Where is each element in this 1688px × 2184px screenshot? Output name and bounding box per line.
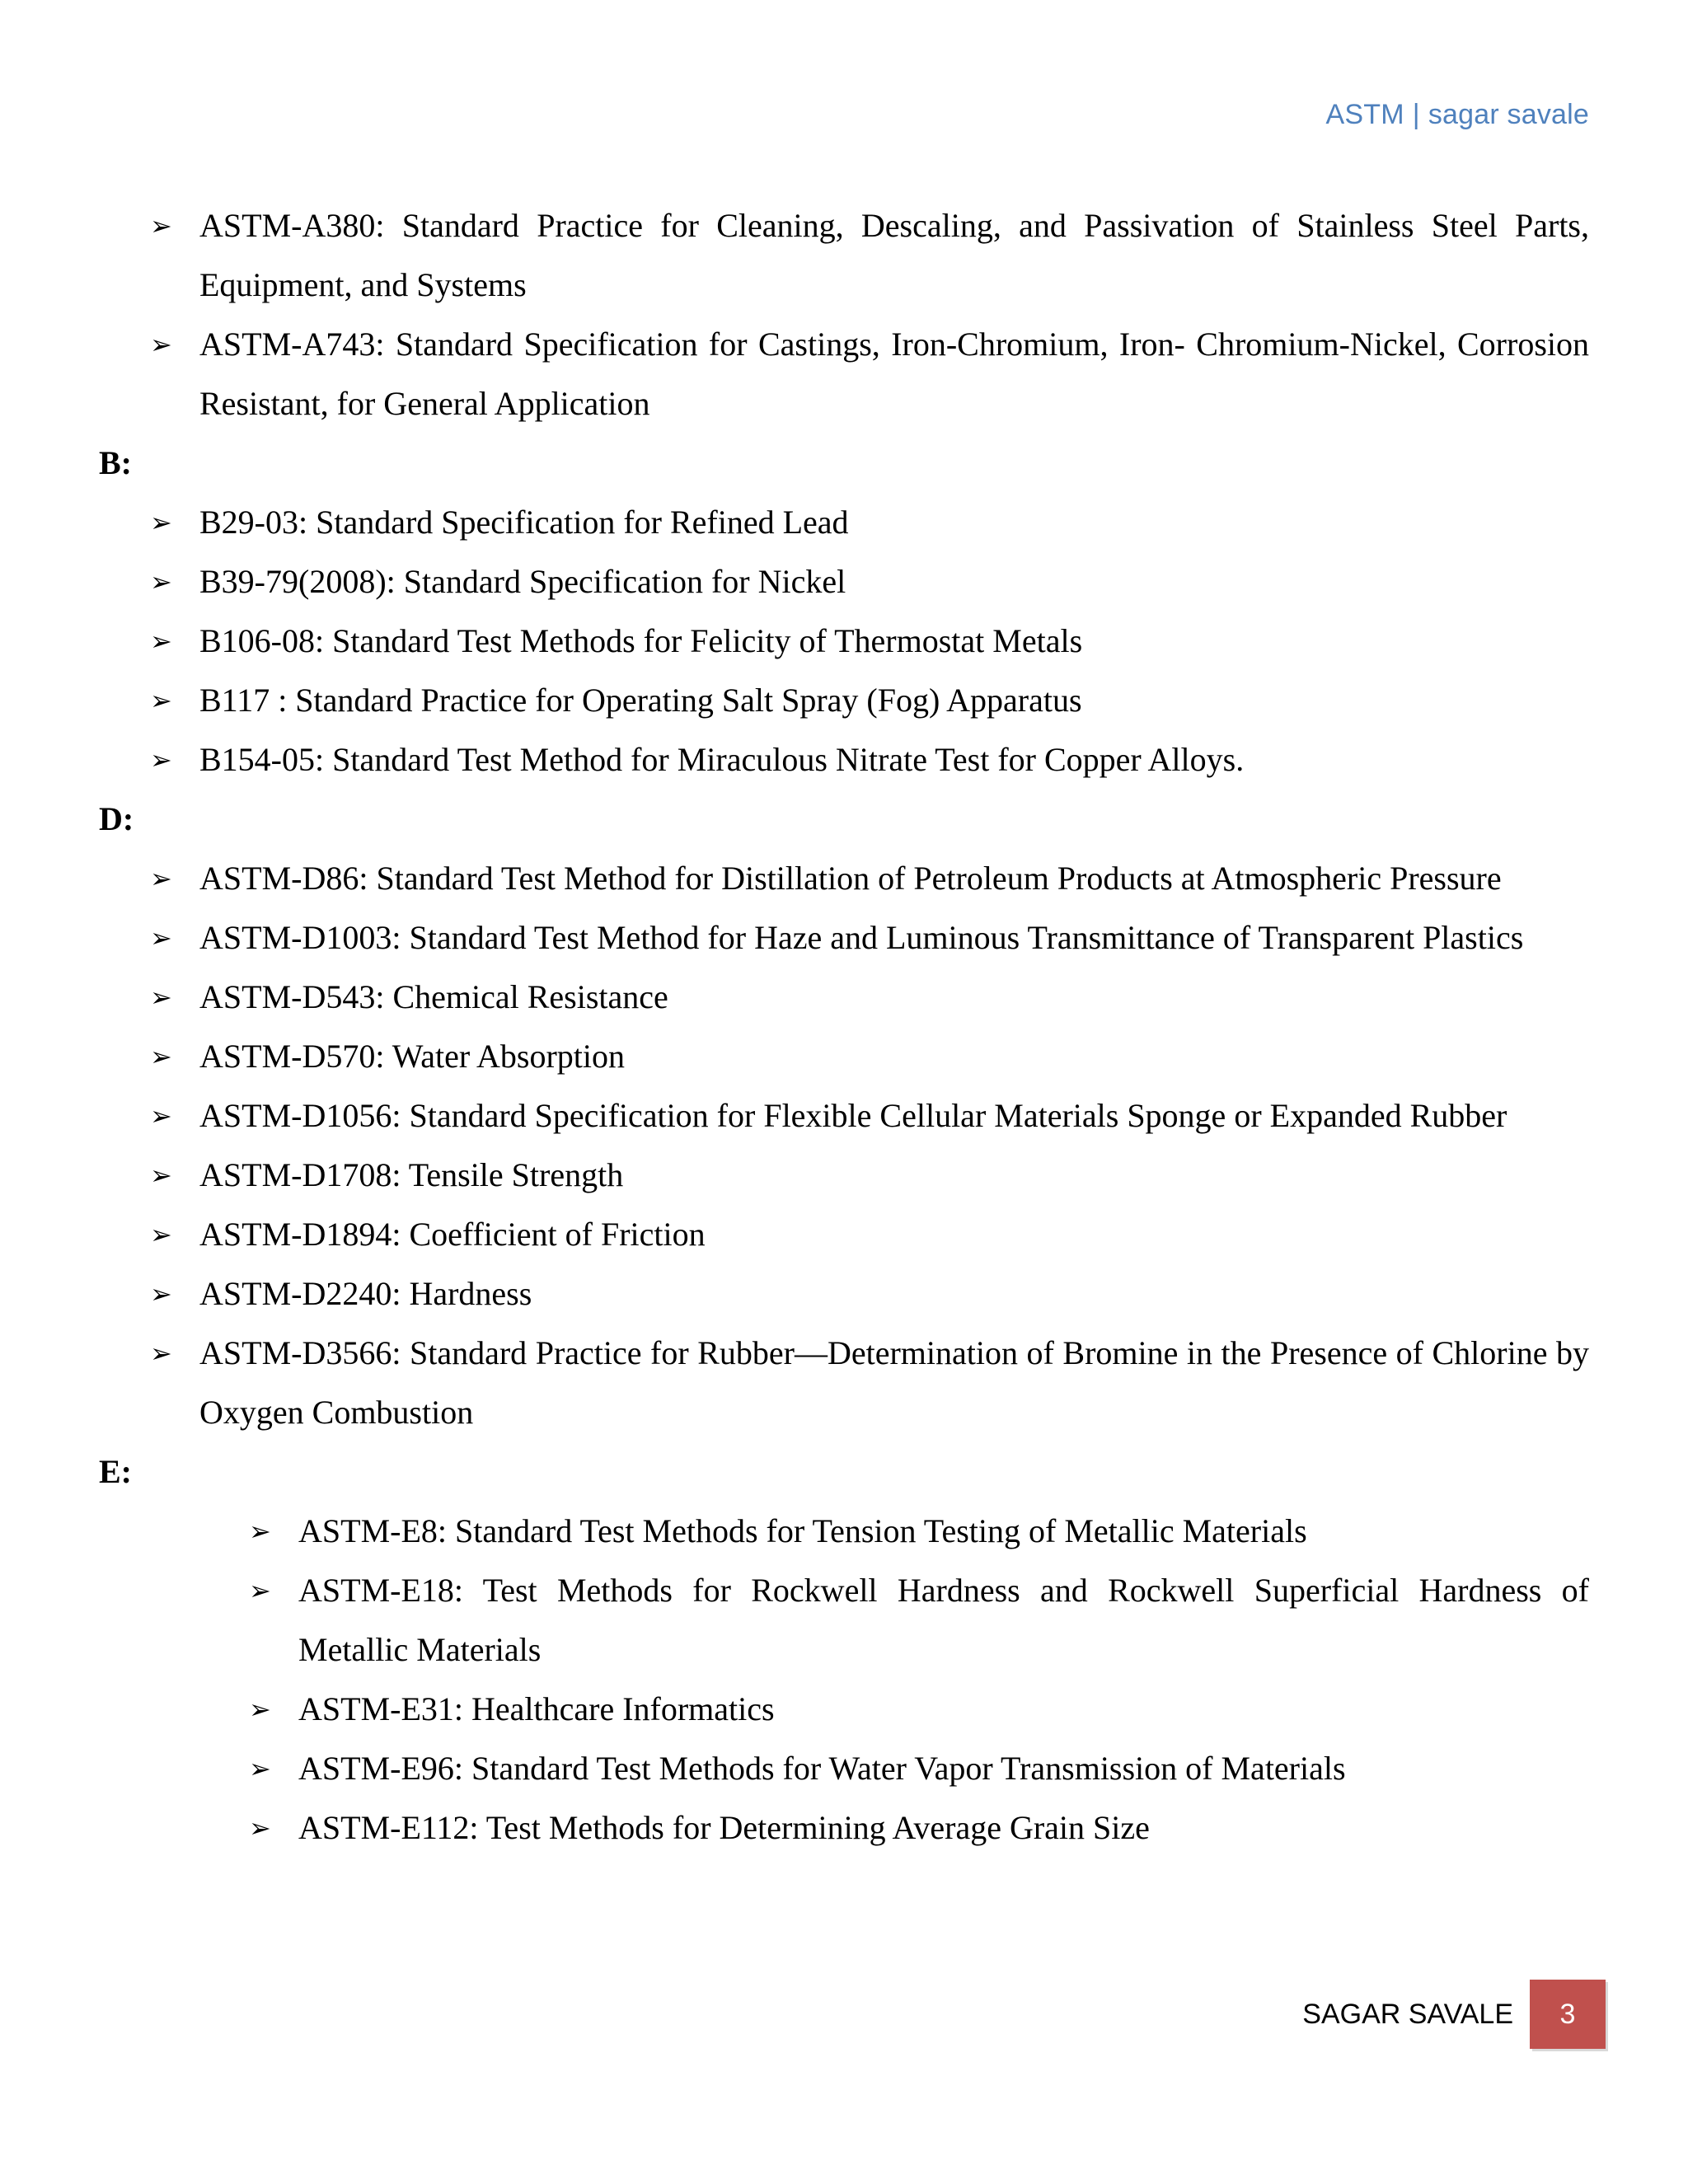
section-heading-b: B:	[99, 444, 132, 481]
list-item-text: ASTM-D3566: Standard Practice for Rubber—Determination of Bromine in the Presence of Chlorine by Oxygen Combustion	[199, 1334, 1589, 1431]
list-item	[99, 1205, 1589, 1264]
section-d-list	[99, 849, 1589, 1442]
section-heading-d: D:	[99, 800, 134, 837]
arrow-bullet-icon: ➢	[249, 1753, 271, 1784]
list-item	[99, 1502, 1589, 1561]
list-item-text: ASTM-D1708: Tensile Strength	[199, 1156, 624, 1193]
arrow-bullet-icon: ➢	[150, 863, 172, 894]
list-item-text: ASTM-D1003: Standard Test Method for Haze and Luminous Transmittance of Transparent Plastics	[199, 919, 1524, 956]
arrow-bullet-icon: ➢	[249, 1516, 271, 1547]
list-item	[99, 315, 1589, 434]
footer-author: SAGAR SAVALE	[1302, 1998, 1513, 2030]
arrow-bullet-icon: ➢	[150, 1100, 172, 1132]
arrow-bullet-icon: ➢	[150, 1160, 172, 1191]
list-item-text: ASTM-D1894: Coefficient of Friction	[199, 1216, 706, 1253]
arrow-bullet-icon: ➢	[150, 982, 172, 1013]
section-heading-e: E:	[99, 1453, 132, 1490]
list-item-text: ASTM-D570: Water Absorption	[199, 1038, 626, 1075]
intro-list	[99, 196, 1589, 434]
arrow-bullet-icon: ➢	[249, 1694, 271, 1725]
arrow-bullet-icon: ➢	[150, 329, 172, 360]
list-item-text: ASTM-E112: Test Methods for Determining Average Grain Size	[298, 1809, 1150, 1846]
list-item	[99, 1798, 1589, 1858]
list-item-text: B154-05: Standard Test Method for Miraculous Nitrate Test for Copper Alloys.	[199, 741, 1245, 778]
list-item	[99, 493, 1589, 552]
list-item	[99, 1561, 1589, 1680]
arrow-bullet-icon: ➢	[150, 626, 172, 657]
list-item	[99, 196, 1589, 315]
list-item	[99, 1027, 1589, 1086]
list-item	[99, 1324, 1589, 1442]
list-item-text: ASTM-E8: Standard Test Methods for Tension Testing of Metallic Materials	[298, 1512, 1307, 1549]
document-body	[99, 196, 1589, 1858]
arrow-bullet-icon: ➢	[150, 1041, 172, 1072]
arrow-bullet-icon: ➢	[150, 507, 172, 538]
list-item	[99, 671, 1589, 730]
list-item-text: ASTM-D86: Standard Test Method for Distillation of Petroleum Products at Atmospheric Pressure	[199, 860, 1502, 897]
list-item-text: ASTM-D2240: Hardness	[199, 1275, 532, 1312]
page-number-badge: 3	[1530, 1980, 1606, 2049]
list-item-text: B29-03: Standard Specification for Refined Lead	[199, 504, 849, 541]
list-item	[99, 849, 1589, 908]
list-item-text: B117 : Standard Practice for Operating Salt Spray (Fog) Apparatus	[199, 682, 1082, 719]
list-item	[99, 968, 1589, 1027]
arrow-bullet-icon: ➢	[150, 922, 172, 954]
arrow-bullet-icon: ➢	[150, 1278, 172, 1310]
list-item-text: B106-08: Standard Test Methods for Felicity of Thermostat Metals	[199, 622, 1083, 659]
arrow-bullet-icon: ➢	[249, 1575, 271, 1606]
arrow-bullet-icon: ➢	[150, 744, 172, 776]
list-item	[99, 730, 1589, 790]
header-author: sagar savale	[1428, 99, 1589, 130]
list-item-text: ASTM-A380: Standard Practice for Cleaning, Descaling, and Passivation of Stainless Steel Parts, Equipment, and Systems	[199, 207, 1589, 303]
list-item-text: ASTM-E31: Healthcare Informatics	[298, 1690, 775, 1727]
arrow-bullet-icon: ➢	[150, 1219, 172, 1250]
list-item-text: ASTM-D543: Chemical Resistance	[199, 978, 668, 1015]
arrow-bullet-icon: ➢	[150, 566, 172, 598]
list-item	[99, 1680, 1589, 1739]
header-separator: |	[1412, 99, 1420, 130]
list-item-text: ASTM-A743: Standard Specification for Castings, Iron-Chromium, Iron- Chromium-Nickel, Corrosion Resistant, for General Application	[199, 326, 1589, 422]
list-item-text: ASTM-D1056: Standard Specification for Flexible Cellular Materials Sponge or Expanded Rubber	[199, 1097, 1507, 1134]
list-item	[99, 1146, 1589, 1205]
arrow-bullet-icon: ➢	[150, 210, 172, 241]
list-item	[99, 1086, 1589, 1146]
list-item-text: ASTM-E18: Test Methods for Rockwell Hardness and Rockwell Superficial Hardness of Metallic Materials	[298, 1572, 1589, 1668]
arrow-bullet-icon: ➢	[249, 1812, 271, 1844]
list-item-text: B39-79(2008): Standard Specification for Nickel	[199, 563, 846, 600]
list-item-text: ASTM-E96: Standard Test Methods for Water Vapor Transmission of Materials	[298, 1750, 1346, 1787]
header-title: ASTM	[1325, 99, 1404, 130]
section-b-list	[99, 493, 1589, 790]
list-item	[99, 612, 1589, 671]
page-footer	[1302, 1980, 1606, 2049]
arrow-bullet-icon: ➢	[150, 1338, 172, 1369]
running-header	[1326, 99, 1589, 131]
list-item	[99, 552, 1589, 612]
list-item	[99, 908, 1589, 968]
list-item	[99, 1739, 1589, 1798]
arrow-bullet-icon: ➢	[150, 685, 172, 716]
list-item	[99, 1264, 1589, 1324]
section-e-list	[99, 1502, 1589, 1858]
